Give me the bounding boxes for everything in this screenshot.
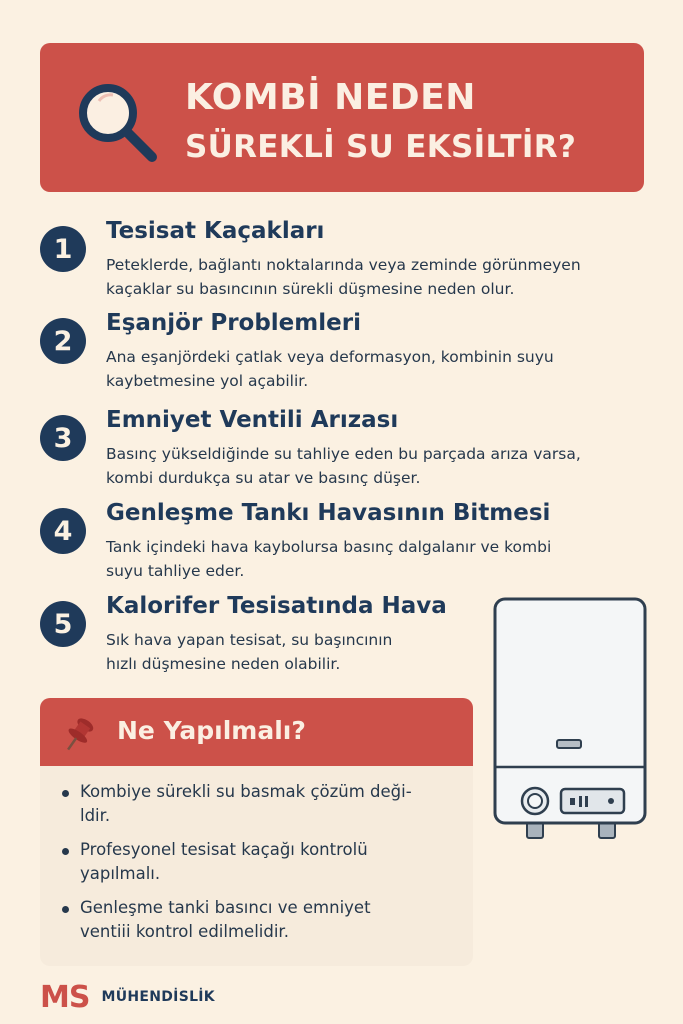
list-item-line: ventiii kontrol edilmelidir.	[80, 922, 289, 941]
list-item-line: yapılmalı.	[80, 864, 161, 883]
cause-description	[106, 535, 551, 583]
cause-description-line: Ana eşanjördeki çatlak veya deformasyon, kombinin suyu	[106, 348, 554, 366]
list-item-line: ldir.	[80, 806, 111, 825]
pushpin-icon	[62, 715, 96, 753]
boiler-illustration	[493, 597, 647, 840]
list-item	[60, 780, 470, 828]
cause-description-line: kombi durdukça su atar ve basınç düşer.	[106, 469, 421, 487]
list-item-line: Profesyonel tesisat kaçağı kontrolü	[80, 840, 368, 859]
cause-title: Eşanjör Problemleri	[106, 310, 361, 336]
list-item	[60, 896, 470, 944]
cause-title: Emniyet Ventili Arızası	[106, 407, 399, 433]
cause-description	[106, 253, 581, 301]
what-to-do-header	[40, 698, 473, 766]
list-item-line: Kombiye sürekli su basmak çözüm deği-	[80, 782, 412, 801]
number-badge: 4	[40, 508, 86, 554]
cause-description-line: kaçaklar su basıncının sürekli düşmesine neden olur.	[106, 280, 515, 298]
cause-description-line: Tank içindeki hava kaybolursa basınç dalgalanır ve kombi	[106, 538, 552, 556]
number-badge: 5	[40, 601, 86, 647]
title-line-1: KOMBİ NEDEN	[185, 77, 476, 118]
what-to-do-title: Ne Yapılmalı?	[117, 716, 306, 745]
cause-description-line: Sık hava yapan tesisat, su başıncının	[106, 631, 393, 649]
title-line-2: SÜREKLİ SU EKSİLTİR?	[185, 129, 577, 165]
cause-description	[106, 628, 392, 676]
number-badge: 3	[40, 415, 86, 461]
magnifier-icon	[72, 77, 162, 167]
cause-title: Tesisat Kaçakları	[106, 218, 325, 244]
title-banner	[40, 43, 644, 192]
cause-description-line: kaybetmesine yol açabilir.	[106, 372, 309, 390]
number-badge: 1	[40, 226, 86, 272]
cause-description-line: Peteklerde, bağlantı noktalarında veya zeminde görünmeyen	[106, 256, 581, 274]
cause-title: Genleşme Tankı Havasının Bitmesi	[106, 500, 551, 526]
advice-list	[60, 780, 470, 954]
brand-logo	[40, 980, 215, 1014]
cause-description-line: hızlı düşmesine neden olabilir.	[106, 655, 341, 673]
list-item-line: Genleşme tanki basıncı ve emniyet	[80, 898, 371, 917]
what-to-do-panel	[40, 698, 473, 966]
logo-mark: MS	[40, 979, 90, 1015]
cause-description-line: suyu tahliye eder.	[106, 562, 245, 580]
cause-description	[106, 442, 581, 490]
list-item	[60, 838, 470, 886]
cause-title: Kalorifer Tesisatında Hava	[106, 593, 447, 619]
number-badge: 2	[40, 318, 86, 364]
cause-description	[106, 345, 554, 393]
logo-text: MÜHENDİSLİK	[101, 989, 215, 1005]
cause-description-line: Basınç yükseldiğinde su tahliye eden bu parçada arıza varsa,	[106, 445, 581, 463]
